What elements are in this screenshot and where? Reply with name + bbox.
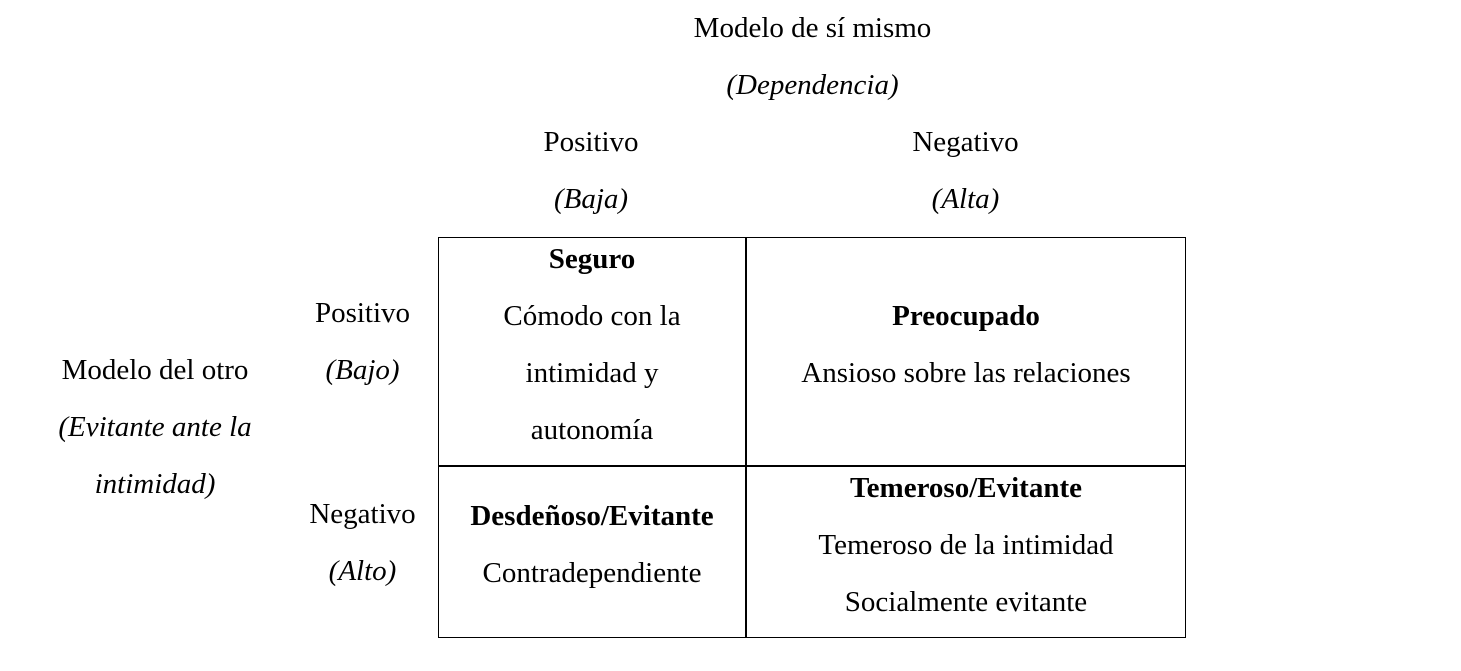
cell-preoccupied-title: Preocupado — [892, 300, 1040, 332]
cell-fearful — [746, 460, 1186, 631]
column-header-negative: Negativo — [912, 126, 1019, 158]
self-model-title: Modelo de sí mismo — [693, 12, 932, 44]
cell-secure-title: Seguro — [548, 243, 636, 275]
cell-secure-line: Cómodo con la — [503, 300, 681, 332]
other-model-subtitle-line1: (Evitante ante la — [58, 411, 252, 443]
row-subheader-high: (Alto) — [328, 555, 397, 587]
attachment-grid — [438, 237, 1186, 638]
cell-secure-line: autonomía — [530, 414, 654, 446]
row-subheader-low: (Bajo) — [325, 354, 400, 386]
cell-secure-line: intimidad y — [525, 357, 659, 389]
cell-preoccupied — [746, 288, 1186, 402]
cell-fearful-title: Temeroso/Evitante — [850, 472, 1082, 504]
column-subheader-high: (Alta) — [931, 183, 1000, 215]
other-model-title: Modelo del otro — [61, 354, 249, 386]
cell-dismissive — [439, 488, 745, 602]
column-header-positive: Positivo — [543, 126, 639, 158]
cell-dismissive-line: Contradependiente — [482, 557, 702, 589]
cell-preoccupied-line: Ansioso sobre las relaciones — [801, 357, 1131, 389]
row-header-negative: Negativo — [309, 498, 416, 530]
column-subheader-low: (Baja) — [553, 183, 629, 215]
other-model-header — [30, 342, 280, 513]
cell-dismissive-title: Desdeñoso/Evitante — [470, 500, 714, 532]
cell-fearful-line: Temeroso de la intimidad — [818, 529, 1114, 561]
row-header-positive: Positivo — [314, 297, 411, 329]
cell-fearful-line: Socialmente evitante — [844, 586, 1088, 618]
self-model-subtitle: (Dependencia) — [726, 69, 899, 101]
other-model-subtitle-line2: intimidad) — [94, 468, 216, 500]
cell-secure — [439, 231, 745, 459]
